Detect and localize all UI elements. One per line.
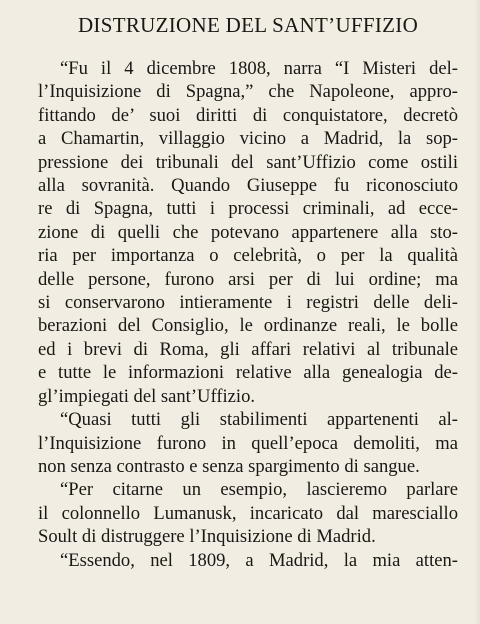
text-line: si conservarono intieramente i registri delle deli-: [38, 292, 458, 314]
text-line: alla sovranità. Quando Giuseppe fu riconosciuto: [38, 175, 458, 197]
text-line: non senza contrasto e senza spargimento di sangue.: [38, 455, 420, 477]
text-line: a Chamartin, villaggio vicino a Madrid, la sop-: [38, 128, 458, 150]
paragraph-2: [38, 408, 458, 478]
text-line: gl’impiegati del sant’Uffizio.: [38, 385, 256, 407]
text-line: Soult di distruggere l’Inquisizione di Madrid.: [38, 526, 376, 548]
text-line: fittando de’ suoi diritti di conquistatore, decretò: [38, 104, 458, 126]
paragraph-3: [38, 478, 458, 548]
text-line: e tutte le informazioni relative alla genealogia de-: [38, 362, 458, 384]
paragraph-1: [38, 57, 458, 408]
text-line: zione di quelli che potevano appartenere alla sto-: [38, 221, 458, 243]
text-line: “Quasi tutti gli stabilimenti appartenenti al-: [60, 409, 458, 431]
text-line: “Essendo, nel 1809, a Madrid, la mia atten-: [60, 549, 458, 571]
text-line: pressione dei tribunali del sant’Uffizio come ostili: [38, 151, 458, 173]
text-line: ria per importanza o celebrità, o per la qualità: [38, 245, 458, 267]
text-line: il colonnello Lumanusk, incaricato dal maresciallo: [38, 502, 458, 524]
text-line: delle persone, furono arsi per di lui ordine; ma: [38, 268, 458, 290]
text-line: l’Inquisizione di Spagna,” che Napoleone, appro-: [38, 81, 458, 103]
page-edge-shadow: [474, 0, 480, 624]
text-line: l’Inquisizione furono in quell’epoca demoliti, ma: [38, 432, 458, 454]
text-line: ed i brevi di Roma, gli affari relativi al tribunale: [38, 338, 458, 360]
text-line: “Fu il 4 dicembre 1808, narra “I Misteri del-: [60, 58, 458, 79]
text-line: re di Spagna, tutti i processi criminali, ad ecce-: [38, 198, 458, 220]
text-line: berazioni del Consiglio, le ordinanze reali, le bolle: [38, 315, 458, 337]
chapter-title: DISTRUZIONE DEL SANT’UFFIZIO: [77, 13, 419, 37]
paragraph-4: [38, 549, 458, 572]
text-line: “Per citarne un esempio, lascieremo parlare: [60, 479, 458, 501]
